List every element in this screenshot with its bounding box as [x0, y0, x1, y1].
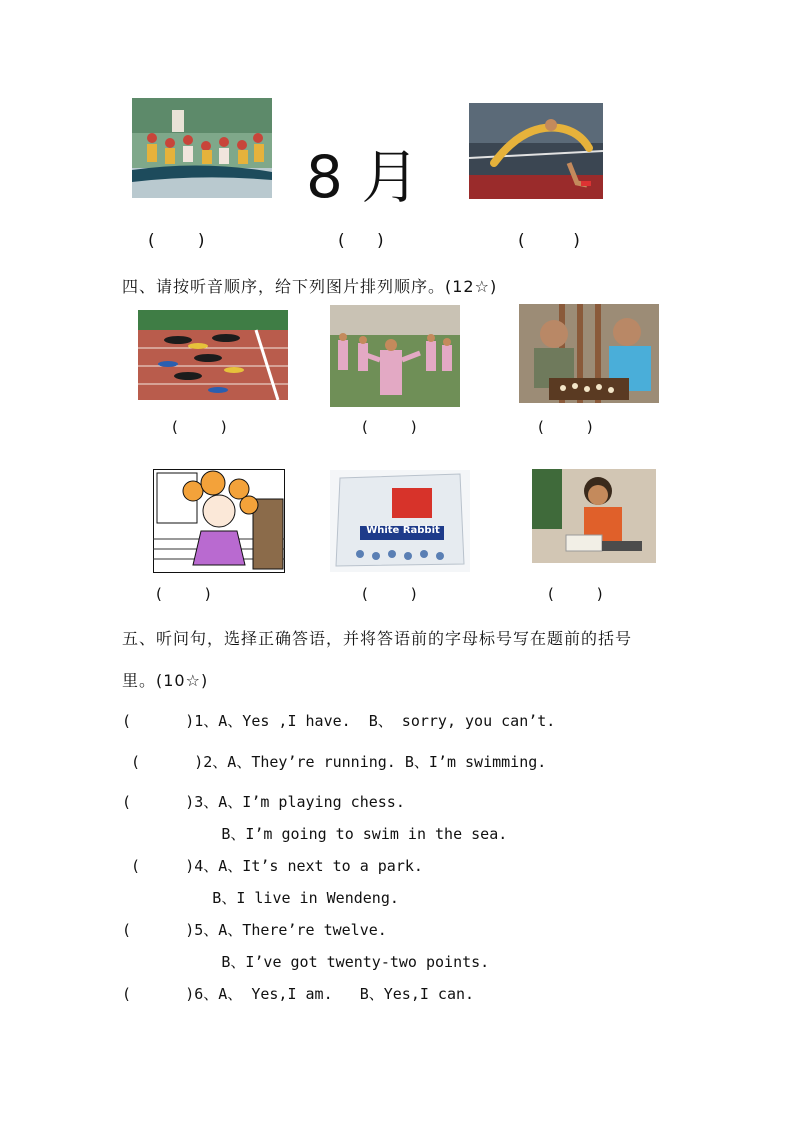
boys-playing-chess-photo	[519, 304, 659, 403]
question-6: ( )6、A、 Yes,I am. B、Yes,I can.	[122, 985, 475, 1003]
answer-blank-4-2[interactable]: ( )	[362, 418, 417, 436]
answer-blank-4-1[interactable]: ( )	[172, 418, 227, 436]
answer-blank-4-3[interactable]: ( )	[538, 418, 593, 436]
high-jump-photo	[469, 103, 603, 199]
question-3-option-b: B、I’m going to swim in the sea.	[122, 825, 508, 843]
white-rabbit-candy-photo	[330, 470, 470, 572]
taichi-group-photo	[330, 305, 460, 407]
candy-brand-text: White Rabbit	[366, 525, 440, 536]
question-5-option-b: B、I’ve got twenty-two points.	[122, 953, 490, 971]
section-5-heading-cont: 里。(10☆)	[122, 671, 209, 690]
question-1: ( )1、A、Yes ,I have. B、 sorry, you can’t.	[122, 712, 556, 730]
question-3: ( )3、A、I’m playing chess.	[122, 793, 405, 811]
question-4: ( )4、A、It’s next to a park.	[122, 857, 423, 875]
answer-blank-4-4[interactable]: ( )	[156, 585, 211, 603]
child-reading-photo	[532, 469, 656, 563]
question-5: ( )5、A、There’re twelve.	[122, 921, 387, 939]
answer-blank-top-3[interactable]: ( )	[518, 231, 580, 251]
month-label: 8 月	[306, 143, 420, 211]
answer-blank-4-6[interactable]: ( )	[548, 585, 603, 603]
cartoon-girl-drawing	[153, 469, 285, 573]
section-5-heading: 五、听问句，选择正确答语，并将答语前的字母标号写在题前的括号	[122, 629, 633, 648]
dragon-boat-photo	[132, 98, 272, 198]
question-2: ( )2、A、They’re running. B、I’m swimming.	[122, 753, 547, 771]
answer-blank-top-1[interactable]: ( )	[148, 231, 205, 251]
answer-blank-top-2[interactable]: ( )	[338, 231, 384, 251]
section-4-heading: 四、请按听音顺序，给下列图片排列顺序。(12☆)	[122, 277, 498, 296]
question-4-option-b: B、I live in Wendeng.	[122, 889, 399, 907]
sprint-race-photo	[138, 310, 288, 400]
answer-blank-4-5[interactable]: ( )	[362, 585, 417, 603]
